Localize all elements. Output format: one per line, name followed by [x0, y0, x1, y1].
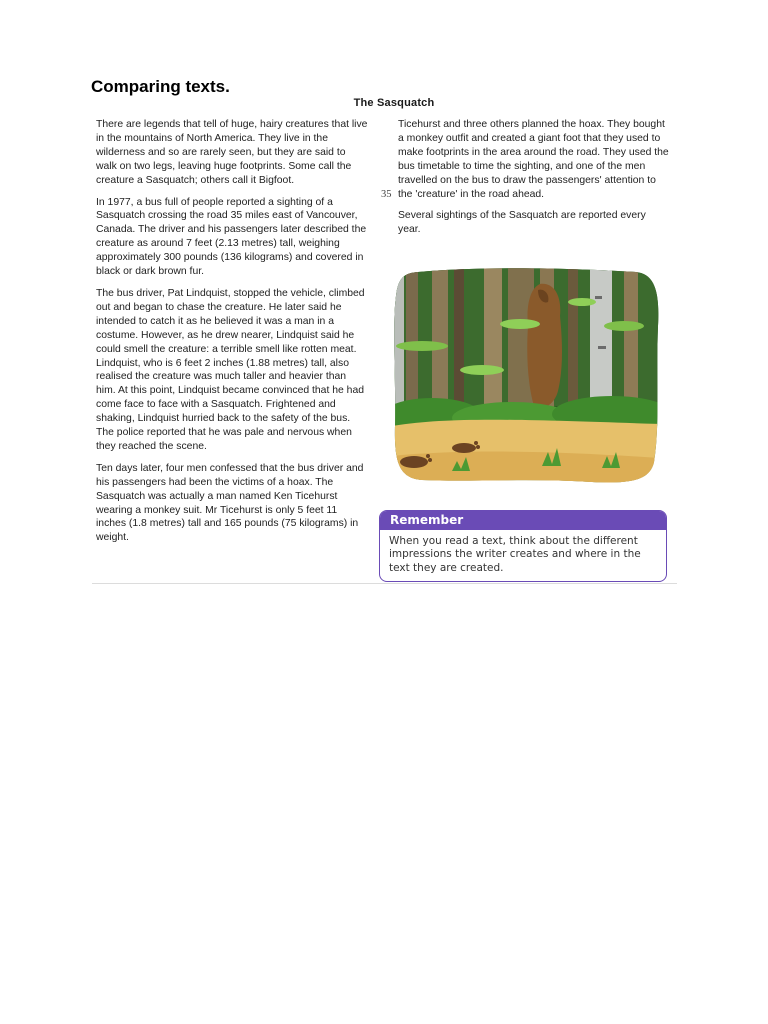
article-title: The Sasquatch — [353, 97, 435, 109]
article-paragraph: The bus driver, Pat Lindquist, stopped the vehicle, climbed out and began to chase the creature. He later said he intended to catch it as he believed it was a man in a costume. However, as he drew nearer, Lindquist said he could smell the creature: a terrible smell like rotten meat. Lindquist, who is 6 feet 2 inches (1.88 metres) tall, also realised the creature was much taller and heavier than him. At this point, Lindquist became convinced that he had come face to face with a Sasquatch. Frightened and shaking, Lindquist hurried back to the safety of the bus. The police reported that he was pale and nervous when they reached the scene. — [96, 287, 365, 452]
forest-sasquatch-illustration — [392, 266, 660, 484]
line-number: 35 — [381, 189, 392, 200]
article-right-column — [398, 118, 670, 245]
page-heading: Comparing texts. — [91, 77, 230, 96]
article-paragraph: In 1977, a bus full of people reported a sighting of a Sasquatch crossing the road 35 miles east of Vancouver, Canada. The driver and his passengers later described the creature as around 7 feet (2.13 metres) tall, weighing approximately 300 pounds (136 kilograms) and covered in black or dark brown fur. — [96, 196, 367, 278]
remember-title: Remember — [380, 511, 666, 530]
article-paragraph: Several sightings of the Sasquatch are reported every year. — [398, 210, 646, 236]
article-paragraph: There are legends that tell of huge, hairy creatures that live in the mountains of North America. They live in the wilderness and so are rarely seen, but they are said to walk on two legs, leaving huge footprints. Some call the creature a Sasquatch; others call it Bigfoot. — [96, 119, 368, 186]
article-paragraph: Ten days later, four men confessed that the bus driver and his passengers had been the victims of a hoax. The Sasquatch was actually a man named Ken Ticehurst wearing a monkey suit. Mr Ticehurst is only 5 feet 11 inches (1.8 metres) tall and 165 pounds (75 kilograms) in weight. — [96, 462, 364, 544]
article-paragraph: Ticehurst and three others planned the hoax. They bought a monkey outfit and created a giant foot that they used to make footprints in the area around the road. They used the bus timetable to time the sighting, and one of the men travelled on the bus to draw the passengers' attention to the 'creature' in the road ahead. — [398, 119, 669, 200]
article-left-column — [96, 118, 368, 553]
remember-text: When you read a text, think about the different impressions the writer creates and where in the text they are created. — [389, 535, 641, 574]
divider — [92, 583, 677, 584]
remember-box — [379, 510, 667, 582]
